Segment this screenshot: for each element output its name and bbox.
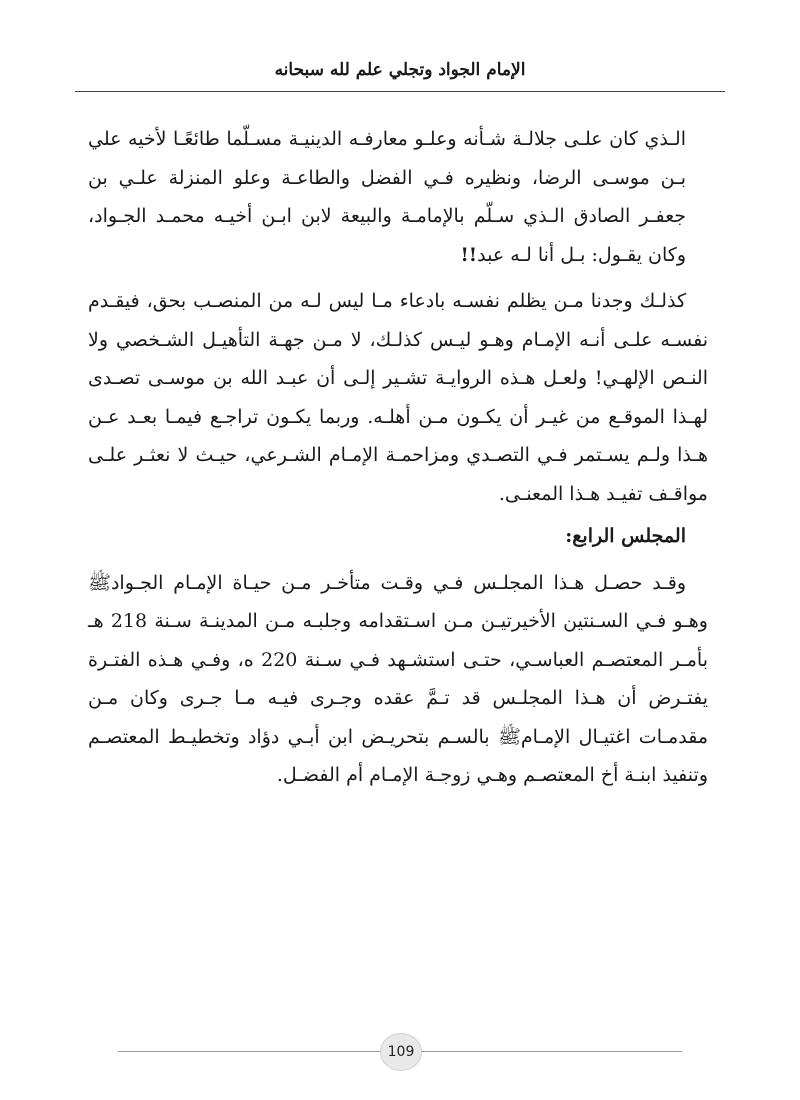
running-header-title: الإمام الجواد وتجلي علم لله سبحانه bbox=[274, 60, 526, 80]
quote-paragraph bbox=[88, 120, 686, 274]
paragraph-3 bbox=[88, 564, 708, 795]
footer-divider-left bbox=[118, 1051, 380, 1052]
paragraph-3-part-1: وقـد حصـل هـذا المجلـس فـي وقـت متأخـر مـن حيـاة الإمـام الجـواد bbox=[110, 571, 686, 594]
quote-paragraph-emphasis: !! bbox=[460, 243, 478, 266]
section-heading: المجلس الرابع: bbox=[565, 525, 686, 547]
honorific-1: ﷺ bbox=[88, 571, 111, 594]
page-body bbox=[88, 120, 708, 799]
paragraph-3-part-3: بالسـم بتحريـض ابن أبـي دؤاد وتخطيـط المعتصـم وتنفيذ ابنـة أخ المعتصـم وهـي زوجـة الإمـام أم الفضـل. bbox=[88, 725, 708, 786]
footer-divider-right bbox=[420, 1051, 682, 1052]
quote-paragraph-text: الـذي كان علـى جلالـة شـأنه وعلـو معارفـه الدينيـة مسـلّما طائعًـا لأخيه علي بـن موسـى الرضا، ونظيره فـي الفضل والطاعـة وعلو المنزلة علـي بن جعفـر الصادق الـذي سـلّم بالإمامـة والبيعة لابن ابـن أخيـه محمـد الجـواد، وكان يقـول: بـل أنا لـه عبد bbox=[88, 128, 686, 266]
page-number-badge: 109 bbox=[380, 1033, 422, 1071]
header-divider bbox=[75, 91, 725, 92]
honorific-2: ﷺ bbox=[497, 725, 521, 748]
paragraph-2: كذلـك وجدنا مـن يظلم نفسـه بادعاء مـا ليس لـه من المنصـب بحق، فيقـدم نفسـه علـى أنـه الإمـام وهـو ليـس كذلـك، لا مـن جهـة التأهيـل الشـخصي ولا النـص الإلهـي! ولعـل هـذه الروايـة تشـير إلـى أن عبـد الله بن موسـى تصـدى لهـذا الموقـع من غيـر أن يكـون مـن أهلـه. وربما يكـون تراجـع فيمـا بعـد عـن هـذا ولـم يسـتمر فـي التصـدي ومزاحمـة الإمـام الشـرعي، حيـث لا نعثـر علـى مواقـف تفيـد هـذا المعنـى. bbox=[88, 290, 708, 505]
paragraph-3-part-2: وهـو فـي السـنتين الأخيرتيـن مـن اسـتقدامه وجلبـه مـن المدينـة سـنة 218 هـ بأمـر المعتصـم العباسـي، حتـى استشـهد فـي سـنة 220 ه، وفـي هـذه الفتـرة يفتـرض أن هـذا المجلـس قد تـمَّ عقده وجـرى فيـه مـا جـرى وكان مـن مقدمـات اغتيـال الإمـام bbox=[88, 610, 708, 748]
